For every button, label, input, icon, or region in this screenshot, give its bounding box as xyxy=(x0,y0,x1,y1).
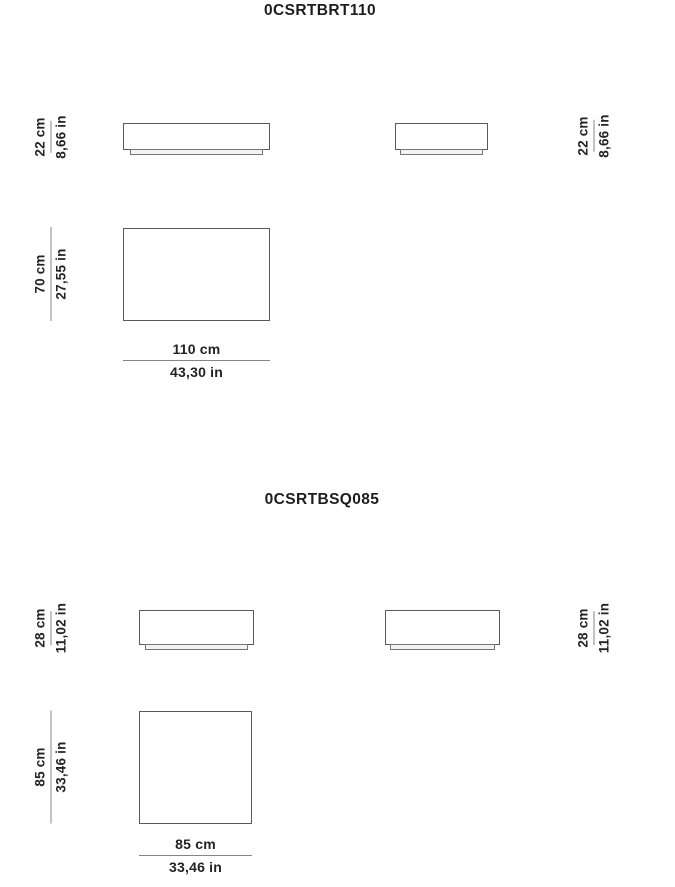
height-in-label: 11,02 in xyxy=(596,602,612,654)
front-elevation-box xyxy=(139,610,254,645)
width-dimension xyxy=(123,341,270,380)
height-dimension-right xyxy=(576,603,613,653)
depth-cm-label: 85 cm xyxy=(32,747,48,787)
depth-in-label: 27,55 in xyxy=(53,248,69,300)
dimension-divider-line xyxy=(51,611,52,645)
depth-cm-label: 70 cm xyxy=(32,254,48,294)
width-dimension xyxy=(139,836,252,875)
depth-dimension xyxy=(33,711,70,824)
height-cm-label: 22 cm xyxy=(32,117,48,157)
width-cm-label: 85 cm xyxy=(175,836,216,852)
height-in-label: 11,02 in xyxy=(53,602,69,654)
depth-in-label: 33,46 in xyxy=(53,741,69,793)
side-elevation-base xyxy=(400,149,483,155)
top-view-box xyxy=(123,228,270,321)
height-cm-label: 28 cm xyxy=(575,608,591,648)
front-elevation-box xyxy=(123,123,270,150)
dimension-divider-line xyxy=(594,120,595,152)
front-elevation-base xyxy=(145,644,248,650)
height-cm-label: 28 cm xyxy=(32,608,48,648)
dimension-divider-line xyxy=(51,121,52,153)
height-in-label: 8,66 in xyxy=(596,114,612,158)
depth-dimension xyxy=(33,227,70,321)
height-in-label: 8,66 in xyxy=(53,115,69,159)
dimension-divider-line xyxy=(123,360,270,361)
top-view-box xyxy=(139,711,252,824)
product-code-title: 0CSRTBSQ085 xyxy=(264,491,380,508)
side-elevation-box xyxy=(395,123,488,150)
side-elevation-box xyxy=(385,610,500,645)
dimension-divider-line xyxy=(139,855,252,856)
product-code-title: 0CSRTBRT110 xyxy=(263,2,377,19)
width-in-label: 43,30 in xyxy=(170,364,223,380)
side-elevation-base xyxy=(390,644,495,650)
height-dimension-left xyxy=(33,115,70,158)
height-dimension-left xyxy=(33,603,70,653)
dimension-divider-line xyxy=(594,611,595,645)
height-dimension-right xyxy=(576,114,613,157)
width-cm-label: 110 cm xyxy=(172,341,221,357)
width-in-label: 33,46 in xyxy=(169,859,222,875)
height-cm-label: 22 cm xyxy=(575,116,591,156)
front-elevation-base xyxy=(130,149,263,155)
dimension-divider-line xyxy=(51,711,52,824)
dimension-divider-line xyxy=(51,227,52,321)
